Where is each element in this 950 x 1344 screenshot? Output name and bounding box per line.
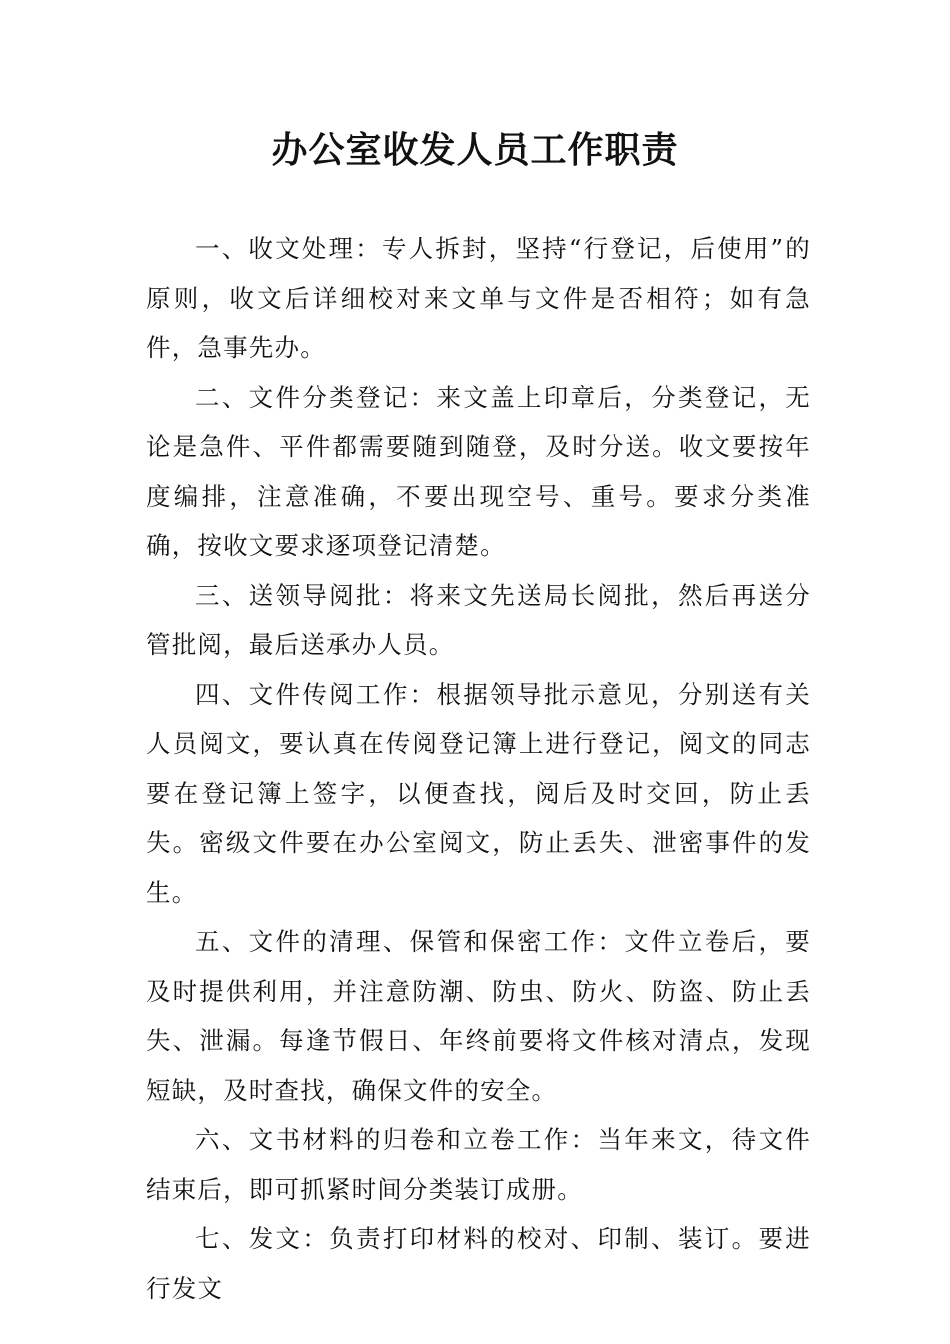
paragraph-classification-registration: 二、文件分类登记：来文盖上印章后，分类登记，无论是急件、平件都需要随到随登，及时分送。收文要按年度编排，注意准确，不要出现空号、重号。要求分类准确，按收文要求逐项登记清楚。 (146, 382, 811, 560)
paragraph-circulation: 四、文件传阅工作：根据领导批示意见，分别送有关人员阅文，要认真在传阅登记簿上进行登记，阅文的同志要在登记簿上签字，以便查找，阅后及时交回，防止丢失。密级文件要在办公室阅文，防止丢失、泄密事件的发生。 (146, 679, 811, 907)
paragraph-filing: 六、文书材料的归卷和立卷工作：当年来文，待文件结束后，即可抓紧时间分类装订成册。 (146, 1125, 811, 1204)
paragraph-receiving-documents: 一、收文处理：专人拆封，坚持“行登记，后使用”的原则，收文后详细校对来文单与文件是否相符；如有急件，急事先办。 (146, 234, 811, 362)
paragraph-storage-confidentiality: 五、文件的清理、保管和保密工作：文件立卷后，要及时提供利用，并注意防潮、防虫、防火、防盗、防止丢失、泄漏。每逢节假日、年终前要将文件核对清点，发现短缺，及时查找，确保文件的安全。 (146, 927, 811, 1105)
document-body (146, 224, 811, 1313)
paragraph-dispatch: 七、发文：负责打印材料的校对、印制、装订。要进行发文 (146, 1224, 811, 1303)
paragraph-leader-review: 三、送领导阅批：将来文先送局长阅批，然后再送分管批阅，最后送承办人员。 (146, 580, 811, 659)
document-title: 办公室收发人员工作职责 (271, 130, 679, 171)
